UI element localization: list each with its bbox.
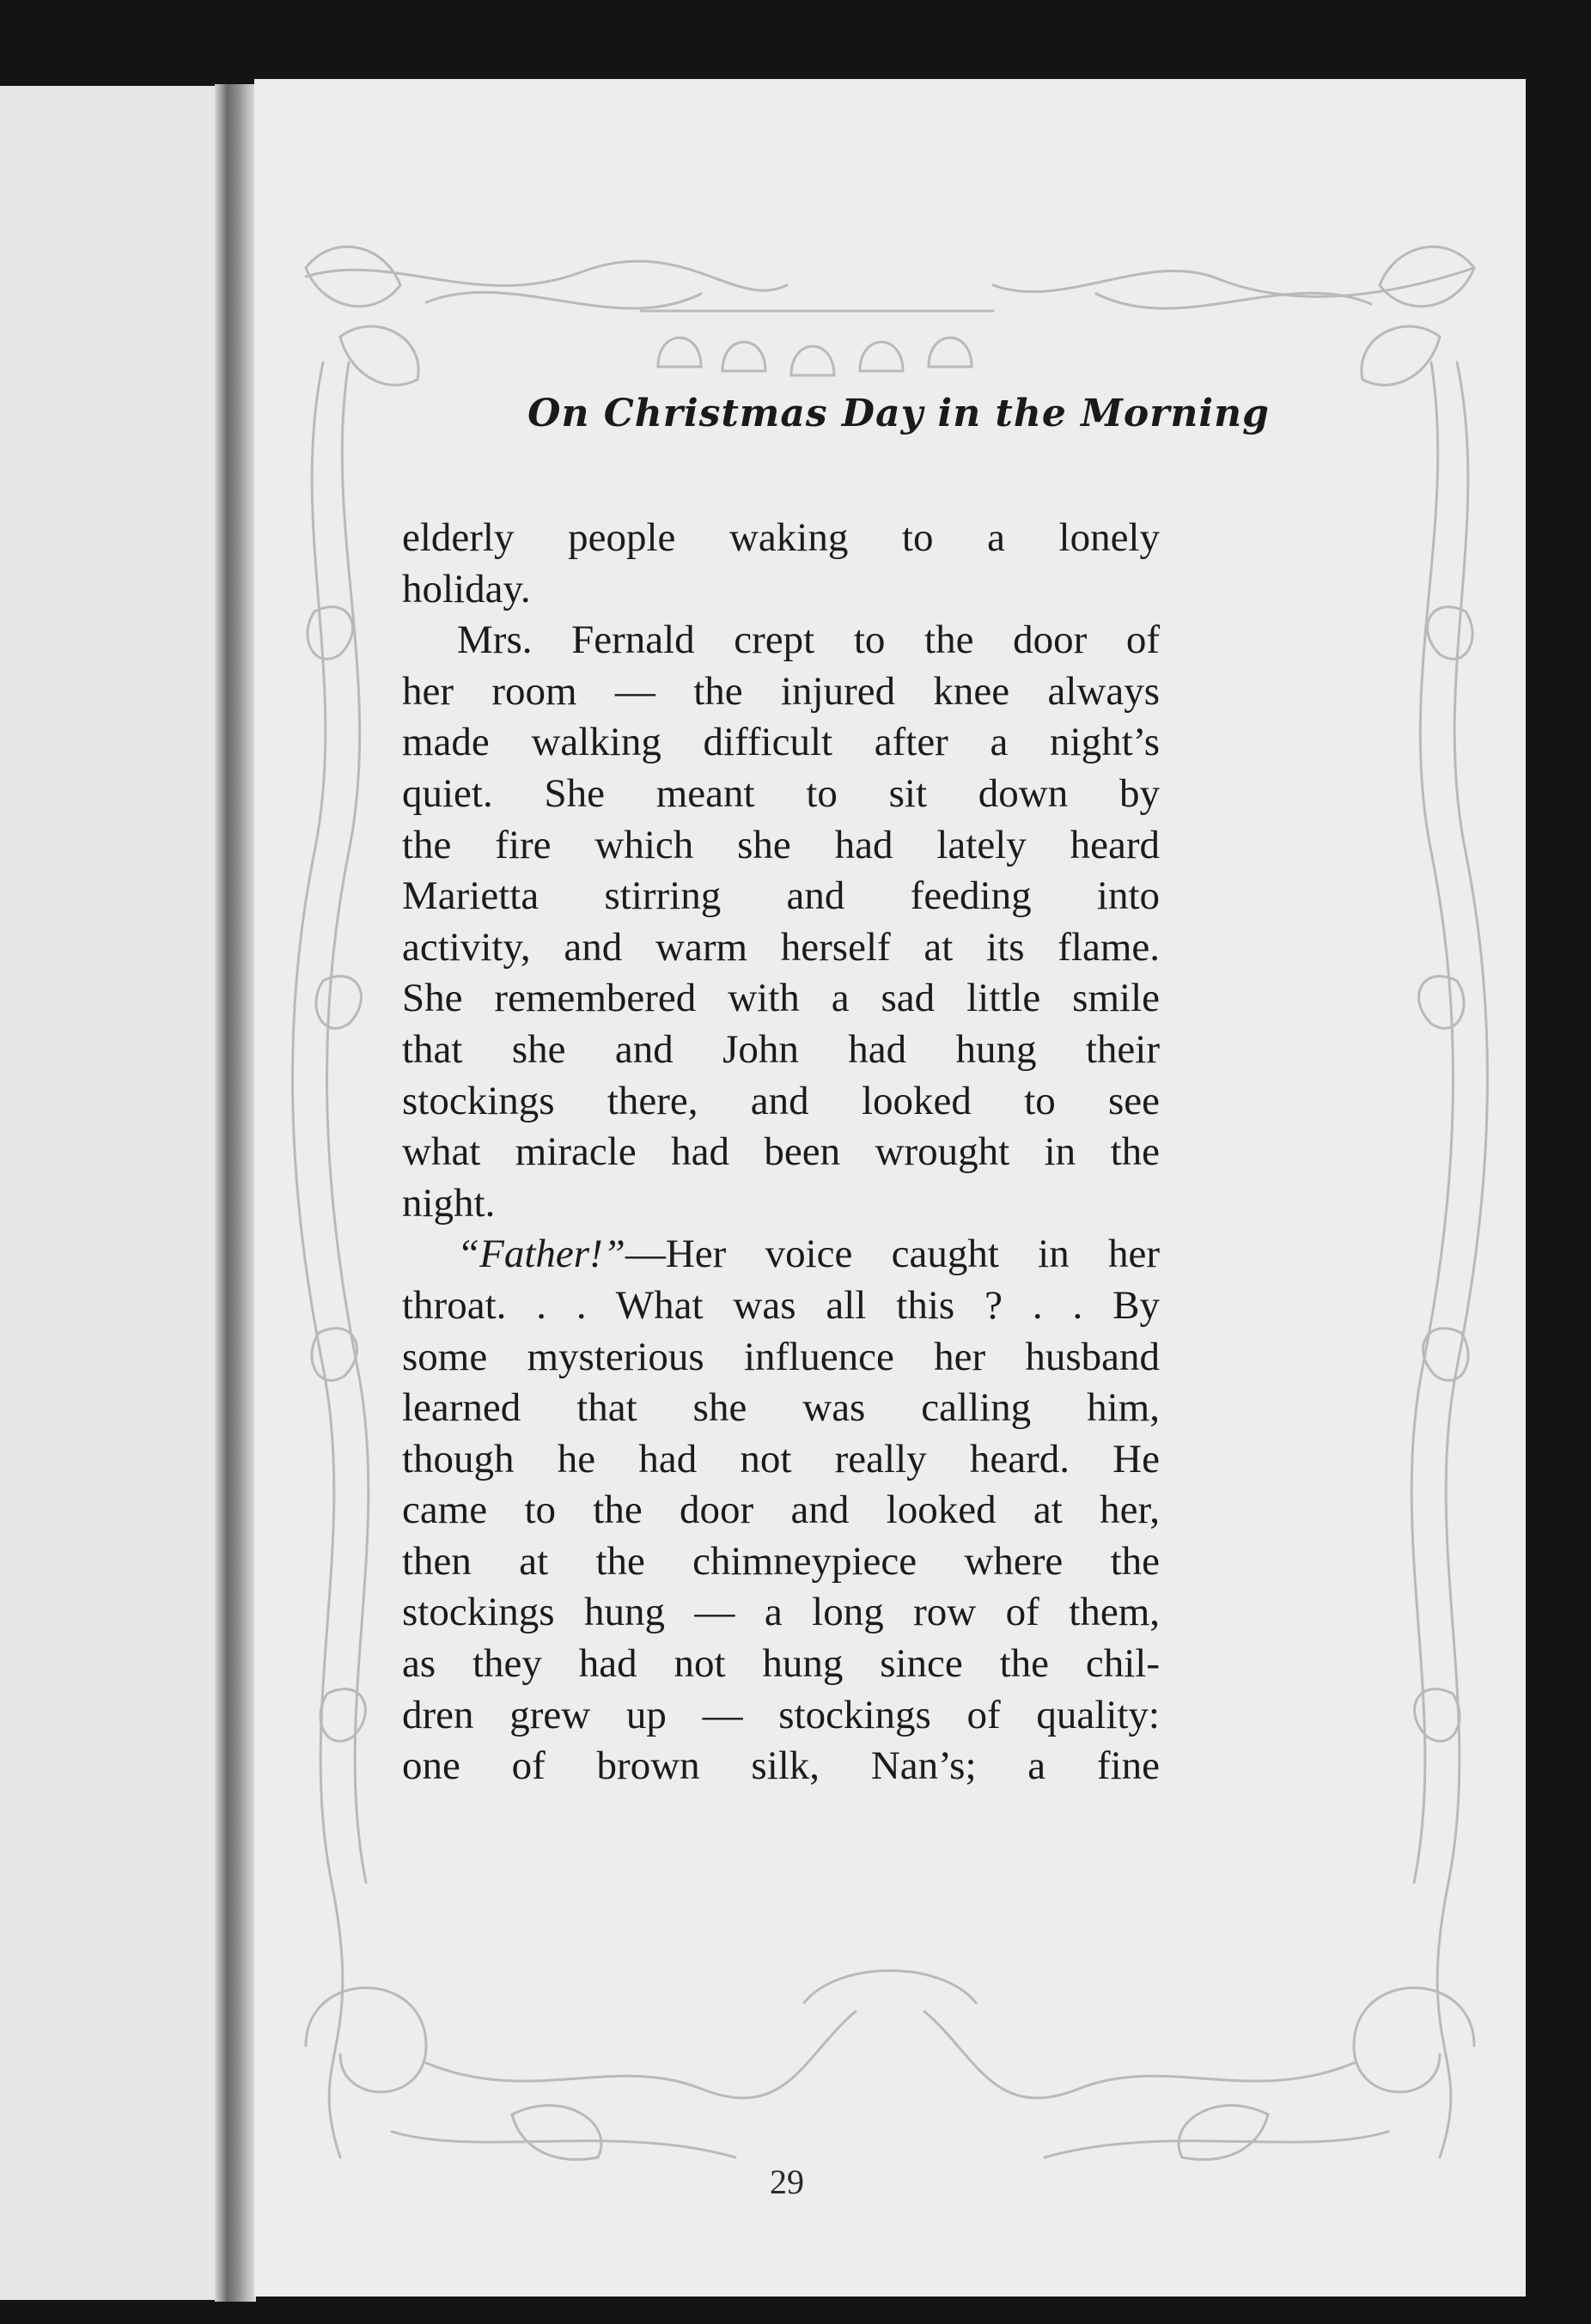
text-line [402, 820, 1160, 872]
text-line [402, 1690, 1160, 1742]
book-page [254, 79, 1526, 2297]
text-line [402, 1485, 1160, 1536]
facing-page-edge [0, 86, 222, 2300]
text-line-content: Mrs. Fernald crept to the door of [457, 618, 1160, 663]
text-line-content: throat. . . What was all this ? . . By [402, 1282, 1160, 1328]
text-line [402, 1025, 1160, 1076]
text-line [402, 1639, 1160, 1690]
text-line [402, 1229, 1160, 1281]
text-line-content: dren grew up — stockings of quality: [402, 1692, 1160, 1737]
text-line-content: her room — the injured knee always [402, 668, 1160, 714]
body-text [402, 513, 1160, 1792]
text-line [402, 871, 1160, 922]
text-line [402, 769, 1160, 820]
text-line-content: stockings hung — a long row of them, [402, 1590, 1160, 1635]
text-line-content: the fire which she had lately heard [402, 822, 1160, 867]
text-line [402, 973, 1160, 1025]
text-line-content: though he had not really heard. He [402, 1436, 1160, 1481]
text-line-content: that she and John had hung their [402, 1026, 1160, 1072]
text-line [402, 513, 1160, 564]
text-line [402, 564, 1160, 616]
text-line-content: —Her voice caught in her [625, 1232, 1160, 1277]
italic-word: “Father!” [457, 1232, 625, 1277]
text-line [402, 922, 1160, 974]
text-line [402, 717, 1160, 769]
text-line-content: quiet. She meant to sit down by [402, 770, 1160, 816]
text-line [402, 1383, 1160, 1434]
text-line-content: stockings there, and looked to see [402, 1078, 1160, 1123]
text-line [402, 1281, 1160, 1332]
text-line-content: some mysterious influence her husband [402, 1334, 1160, 1379]
text-line-content: came to the door and looked at her, [402, 1487, 1160, 1533]
text-line [402, 1536, 1160, 1588]
text-line-content: made walking difficult after a night’s [402, 720, 1160, 765]
text-line [402, 1076, 1160, 1128]
text-line [402, 615, 1160, 666]
text-line-content: what miracle had been wrought in the [402, 1129, 1160, 1175]
text-line-content: She remembered with a sad little smile [402, 976, 1160, 1021]
text-line [402, 1178, 1160, 1230]
page-number: 29 [770, 2163, 804, 2201]
text-line-content: night. [402, 1180, 496, 1226]
book-gutter [215, 84, 256, 2302]
text-line-content: holiday. [402, 566, 531, 611]
text-line-content: then at the chimneypiece where the [402, 1538, 1160, 1584]
text-line-content: learned that she was calling him, [402, 1385, 1160, 1431]
text-line [402, 1587, 1160, 1639]
text-line [402, 666, 1160, 718]
text-line [402, 1741, 1160, 1792]
text-line-content: Marietta stirring and feeding into [402, 873, 1160, 919]
text-line [402, 1127, 1160, 1178]
text-line-content: as they had not hung since the chil- [402, 1641, 1160, 1687]
text-line [402, 1332, 1160, 1384]
text-line-content: activity, and warm herself at its flame. [402, 924, 1160, 970]
running-head: On Christmas Day in the Morning [527, 392, 1270, 435]
text-line-content: one of brown silk, Nan’s; a fine [402, 1743, 1160, 1789]
text-line [402, 1434, 1160, 1486]
text-line-content: elderly people waking to a lonely [402, 515, 1160, 560]
